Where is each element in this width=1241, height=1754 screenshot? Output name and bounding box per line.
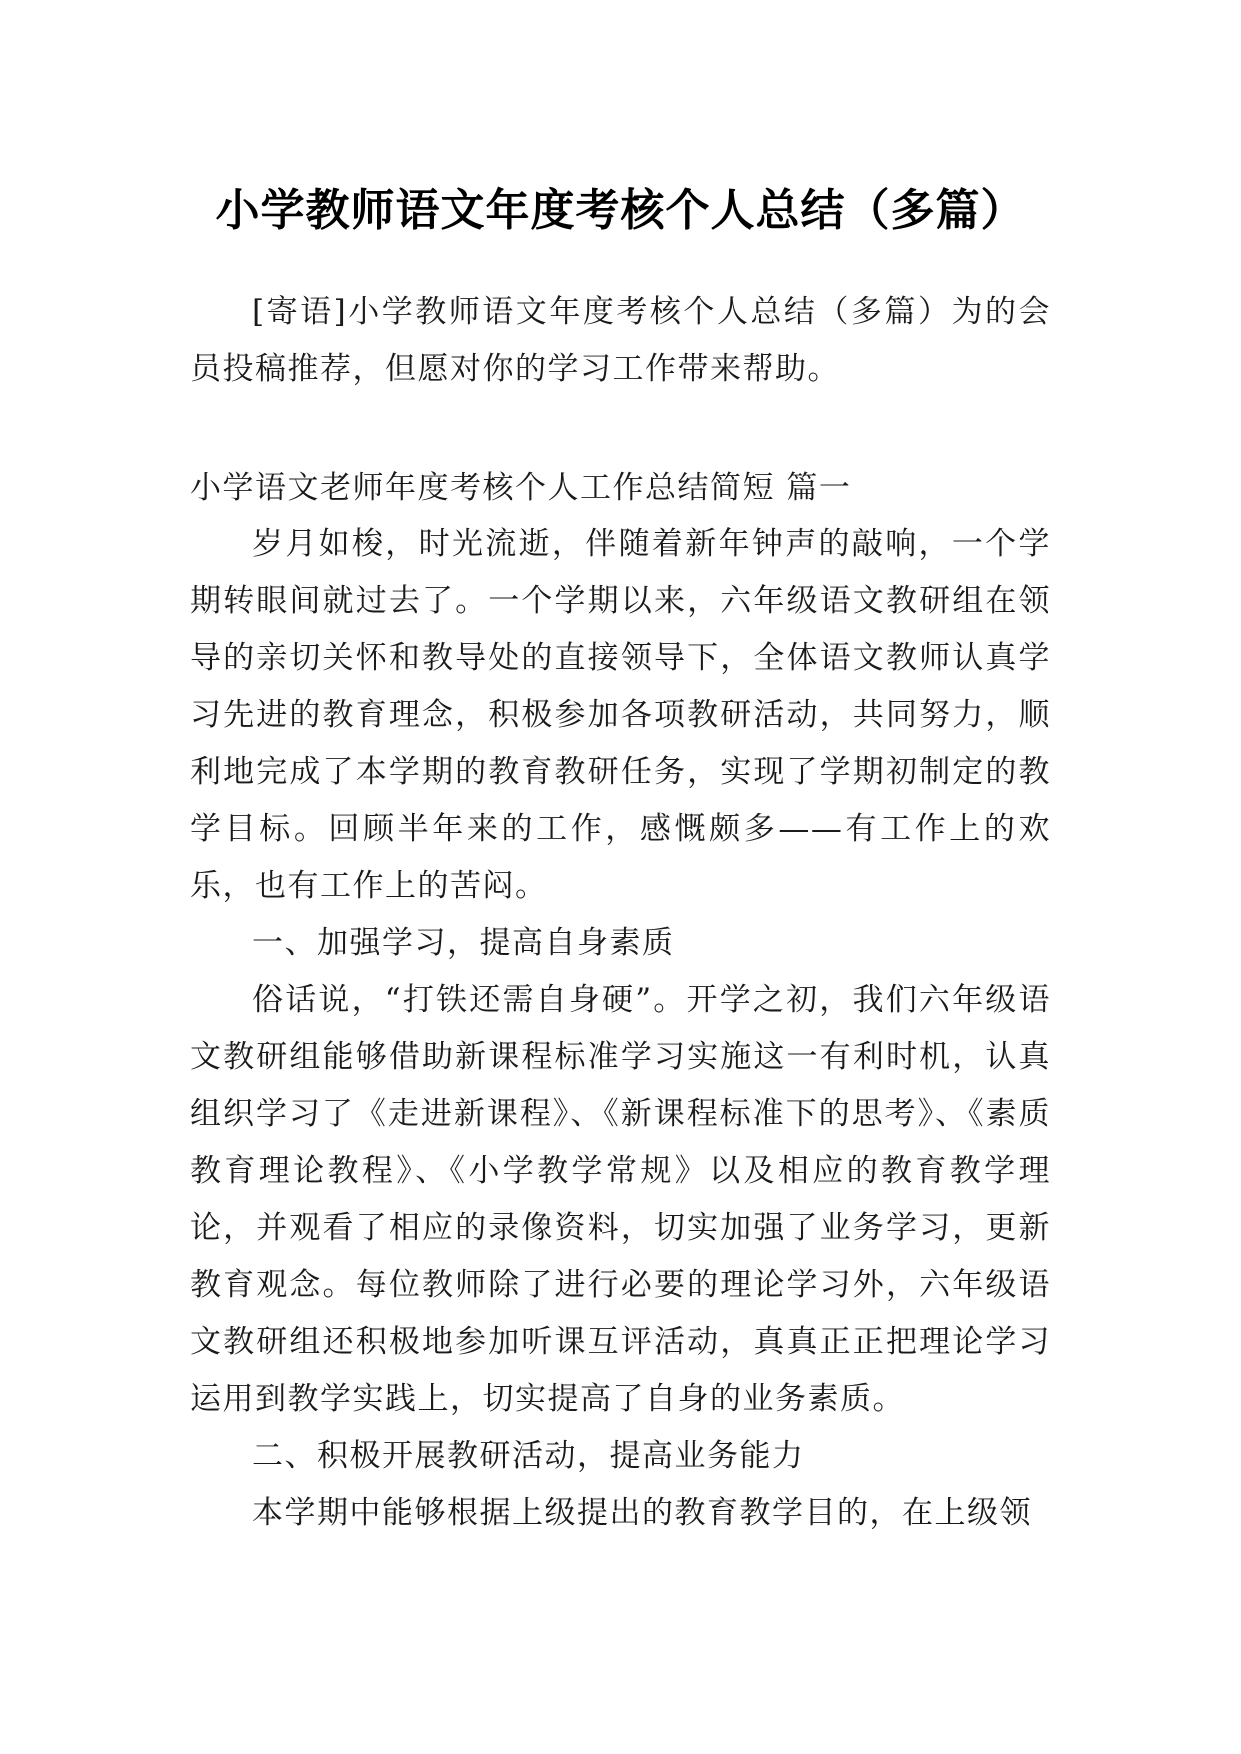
intro-paragraph: [寄语]小学教师语文年度考核个人总结（多篇）为的会员投稿推荐，但愿对你的学习工作带来帮助。 [190, 294, 1051, 387]
body-paragraph: 本学期中能够根据上级提出的教育教学目的，在上级领 [252, 1495, 1032, 1531]
body-paragraph: 俗话说，“打铁还需自身硬”。开学之初，我们六年级语文教研组能够借助新课程标准学习实施这一有利时机，认真组织学习了《走进新课程》、《新课程标准下的思考》、《素质教育理论教程》、《小学教学常规》以及相应的教育教学理论，并观看了相应的录像资料，切实加强了业务学习，更新教育观念。每位教师除了进行必要的理论学习外，六年级语文教研组还积极地参加听课互评活动，真真正正把理论学习运用到教学实践上，切实提高了自身的业务素质。 [190, 982, 1051, 1417]
section-heading: 二、积极开展教研活动，提高业务能力 [252, 1438, 805, 1474]
article-heading: 小学语文老师年度考核个人工作总结简短 篇一 [190, 470, 852, 506]
intro-block [190, 284, 1051, 398]
document-title: 小学教师语文年度考核个人总结（多篇） [215, 185, 1026, 237]
section-heading: 一、加强学习，提高自身素质 [252, 925, 675, 961]
article-heading-block [190, 460, 1051, 517]
body-paragraph: 岁月如梭，时光流逝，伴随着新年钟声的敲响，一个学期转眼间就过去了。一个学期以来，六年级语文教研组在领导的亲切关怀和教导处的直接领导下，全体语文教师认真学习先进的教育理念，积极参加各项教研活动，共同努力，顺利地完成了本学期的教育教研任务，实现了学期初制定的教学目标。回顾半年来的工作，感慨颇多——有工作上的欢乐，也有工作上的苦闷。 [190, 526, 1051, 904]
article-body [190, 516, 1051, 1542]
